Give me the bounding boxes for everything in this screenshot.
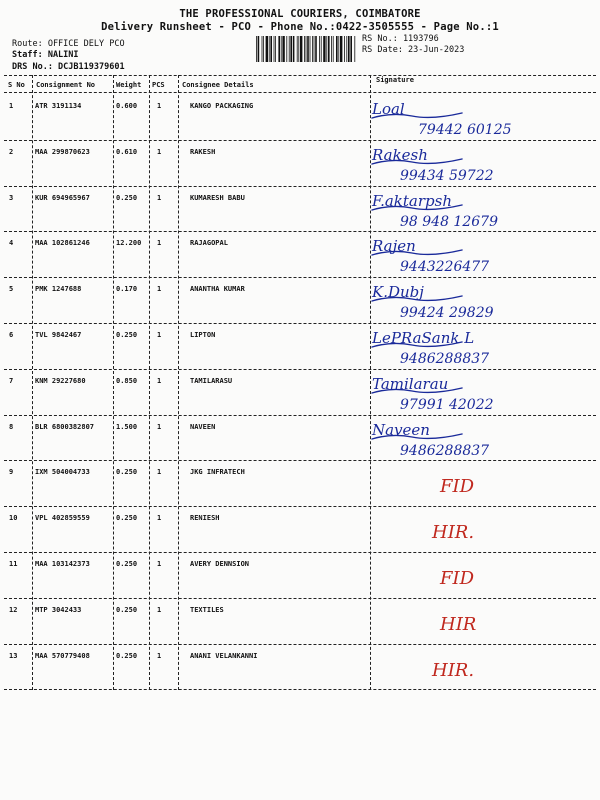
row-consignee: KANGO PACKAGING: [190, 102, 254, 110]
barcode-bar: [258, 36, 260, 62]
staff-label: Staff: NALINI: [12, 50, 79, 60]
row-consignment-no: ATR 3191134: [35, 102, 82, 110]
barcode-bar: [315, 36, 317, 62]
signature-image: [370, 417, 594, 463]
signature-phone: 99434 59722: [400, 167, 494, 184]
barcode-bar: [321, 36, 322, 62]
barcode-bar: [312, 36, 313, 62]
row-consignee: RAJAGOPAL: [190, 239, 228, 248]
barcode-bar: [304, 36, 305, 62]
row-weight: 0.250: [116, 514, 138, 523]
row-weight: 0.250: [116, 651, 138, 660]
barcode-bar: [289, 36, 290, 62]
row-weight: 0.600: [116, 102, 138, 110]
barcode-bar: [282, 36, 284, 62]
row-consignment-no: IXM 504004733: [35, 468, 90, 477]
table-row: [0, 279, 600, 325]
row-sno: 13: [9, 651, 18, 660]
row-consignment-no: MAA 299870623: [35, 147, 90, 156]
barcode-bar: [293, 36, 295, 62]
row-pcs: 1: [157, 651, 162, 660]
barcode-image: [255, 36, 357, 62]
barcode-bar: [297, 36, 298, 62]
runsheet-subtitle: Delivery Runsheet - PCO - Phone No.:0422-3505555 - Page No.:1: [101, 21, 499, 33]
table-row: [0, 646, 600, 692]
row-sno: 1: [9, 102, 14, 110]
table-row: [0, 233, 600, 279]
signature-image: [370, 462, 594, 508]
barcode-bar: [278, 36, 280, 62]
table-row: [0, 508, 600, 554]
signature-name: Rakesh: [372, 145, 428, 164]
row-pcs: 1: [157, 468, 162, 477]
row-pcs: 1: [157, 193, 162, 202]
company-title: THE PROFESSIONAL COURIERS, COIMBATORE: [179, 8, 421, 20]
barcode-bar: [281, 36, 282, 62]
row-sno: 6: [9, 331, 14, 339]
row-weight: 0.250: [116, 605, 138, 614]
row-weight: 0.250: [116, 468, 138, 477]
table-row: [0, 142, 600, 188]
table-row: [0, 554, 600, 600]
barcode-bar: [256, 36, 257, 62]
barcode-bar: [314, 36, 315, 62]
row-pcs: 1: [157, 102, 162, 110]
row-consignment-no: MAA 102861246: [35, 239, 90, 248]
row-weight: 0.170: [116, 285, 138, 294]
barcode-bar: [338, 36, 339, 62]
row-consignee: ANANTHA KUMAR: [190, 285, 245, 294]
barcode-bar: [266, 36, 268, 62]
signature-image: [370, 279, 594, 325]
signature-name: Naveen: [372, 420, 430, 439]
barcode-bar: [274, 36, 275, 62]
row-sno: 11: [9, 560, 18, 568]
row-weight: 0.850: [116, 376, 138, 385]
table-row: [0, 325, 600, 371]
row-weight: 1.500: [116, 422, 138, 431]
barcode-bar: [306, 36, 307, 62]
signature-name: Tamilarau: [372, 374, 449, 393]
barcode-bar: [333, 36, 334, 62]
row-pcs: 1: [157, 147, 162, 156]
signature-image: [370, 325, 594, 371]
barcode-bar: [350, 36, 352, 62]
signature-phone: 79442 60125: [418, 122, 512, 138]
row-consignee: RENIESH: [190, 514, 220, 523]
row-consignment-no: PMK 1247688: [35, 285, 82, 294]
row-sno: 2: [9, 147, 14, 156]
row-weight: 12.200: [116, 239, 142, 248]
signature-image: [370, 508, 594, 554]
row-pcs: 1: [157, 514, 162, 523]
signature-image: [370, 646, 594, 692]
barcode-bar: [290, 36, 292, 62]
row-weight: 0.250: [116, 331, 138, 339]
barcode-bar: [286, 36, 287, 62]
signature-text: FID: [440, 568, 475, 589]
barcode-bar: [298, 36, 299, 62]
row-consignment-no: KNM 29227680: [35, 376, 86, 385]
signature-image: [370, 188, 594, 234]
signature-text: HIR.: [432, 522, 475, 544]
row-sno: 10: [9, 514, 18, 523]
rs-number: RS No.: 1193796: [362, 34, 439, 44]
rs-date: RS Date: 23-Jun-2023: [362, 45, 465, 55]
row-sno: 8: [9, 422, 14, 431]
barcode-bar: [269, 36, 270, 62]
signature-text: HIR.: [432, 659, 475, 681]
col-header-consignment: Consignment No: [36, 81, 96, 89]
signature-image: [370, 371, 594, 417]
signature-text: FID: [440, 476, 475, 498]
col-header-sno: S No: [8, 81, 25, 89]
row-weight: 0.250: [116, 560, 138, 568]
col-header-weight: Weight: [116, 81, 142, 89]
signature-phone: 98 948 12679: [400, 213, 498, 230]
barcode-bar: [263, 36, 264, 62]
signature-image: [370, 96, 594, 142]
signature-phone: 9486288837: [400, 351, 490, 367]
signature-phone: 9486288837: [400, 442, 490, 459]
barcode-bar: [348, 36, 350, 62]
row-consignee: KUMARESH BABU: [190, 193, 245, 202]
barcode-bar: [319, 36, 320, 62]
signature-text: HIR: [440, 613, 477, 635]
barcode-bar: [346, 36, 347, 62]
barcode-bar: [340, 36, 342, 62]
row-consignee: ANANI VELANKANNI: [190, 651, 258, 660]
row-pcs: 1: [157, 376, 162, 385]
row-consignee: TEXTILES: [190, 605, 224, 614]
signature-name: Loal: [372, 100, 405, 118]
signature-phone: 99424 29829: [400, 305, 494, 322]
row-consignee: NAVEEN: [190, 422, 216, 431]
barcode-bar: [336, 36, 338, 62]
barcode-bar: [262, 36, 263, 62]
row-consignment-no: BLR 6800382807: [35, 422, 95, 431]
row-consignee: TAMILARASU: [190, 376, 233, 385]
table-row: [0, 600, 600, 646]
table-row: [0, 188, 600, 234]
barcode-bar: [328, 36, 330, 62]
row-consignee: RAKESH: [190, 147, 216, 156]
barcode-bar: [331, 36, 332, 62]
table-row: [0, 417, 600, 463]
row-weight: 0.250: [116, 193, 138, 202]
row-pcs: 1: [157, 331, 162, 339]
row-sno: 5: [9, 285, 14, 294]
row-pcs: 1: [157, 285, 162, 294]
route-label: Route: OFFICE DELY PCO: [12, 39, 125, 49]
signature-phone: 97991 42022: [400, 396, 494, 413]
row-sno: 4: [9, 239, 14, 248]
row-pcs: 1: [157, 560, 162, 568]
signature-name: F.aktarpsh: [372, 191, 452, 210]
row-pcs: 1: [157, 605, 162, 614]
signature-name: LePRaSank L: [372, 329, 475, 347]
row-consignment-no: MTP 3042433: [35, 605, 82, 614]
signature-name: K.Dubj: [372, 283, 424, 302]
row-consignee: JKG INFRATECH: [190, 468, 245, 477]
barcode-bar: [270, 36, 272, 62]
col-header-consignee: Consignee Details: [182, 81, 254, 89]
table-top-rule: [4, 75, 596, 76]
row-pcs: 1: [157, 422, 162, 431]
signature-image: [370, 554, 594, 600]
table-row: [0, 371, 600, 417]
row-consignment-no: TVL 9842467: [35, 331, 82, 339]
barcode-bar: [344, 36, 345, 62]
col-header-signature: Signature: [376, 76, 414, 84]
drs-number: DRS No.: DCJB119379601: [12, 62, 125, 72]
row-consignment-no: MAA 103142373: [35, 560, 90, 568]
signature-image: [370, 233, 594, 279]
row-sno: 7: [9, 376, 14, 385]
barcode-bar: [323, 36, 325, 62]
row-consignment-no: VPL 402859559: [35, 514, 90, 523]
row-consignee: LIPTON: [190, 331, 216, 339]
col-header-pcs: PCS: [152, 81, 165, 89]
row-sno: 9: [9, 468, 14, 477]
signature-phone: 9443226477: [400, 259, 490, 276]
row-sno: 12: [9, 605, 18, 614]
row-sno: 3: [9, 193, 14, 202]
barcode-bar: [307, 36, 309, 62]
table-header-rule: [4, 92, 596, 93]
row-consignment-no: MAA 570779408: [35, 651, 90, 660]
barcode-bar: [275, 36, 276, 62]
barcode-bar: [354, 36, 355, 62]
barcode-bar: [310, 36, 311, 62]
row-consignment-no: KUR 694965967: [35, 193, 90, 202]
table-row: [0, 96, 600, 142]
barcode-bar: [326, 36, 327, 62]
row-weight: 0.610: [116, 147, 138, 156]
row-pcs: 1: [157, 239, 162, 248]
signature-image: [370, 142, 594, 188]
barcode-bar: [300, 36, 302, 62]
signature-image: [370, 600, 594, 646]
signature-name: Rajen: [372, 237, 416, 256]
table-row: [0, 462, 600, 508]
row-consignee: AVERY DENNSION: [190, 560, 250, 568]
